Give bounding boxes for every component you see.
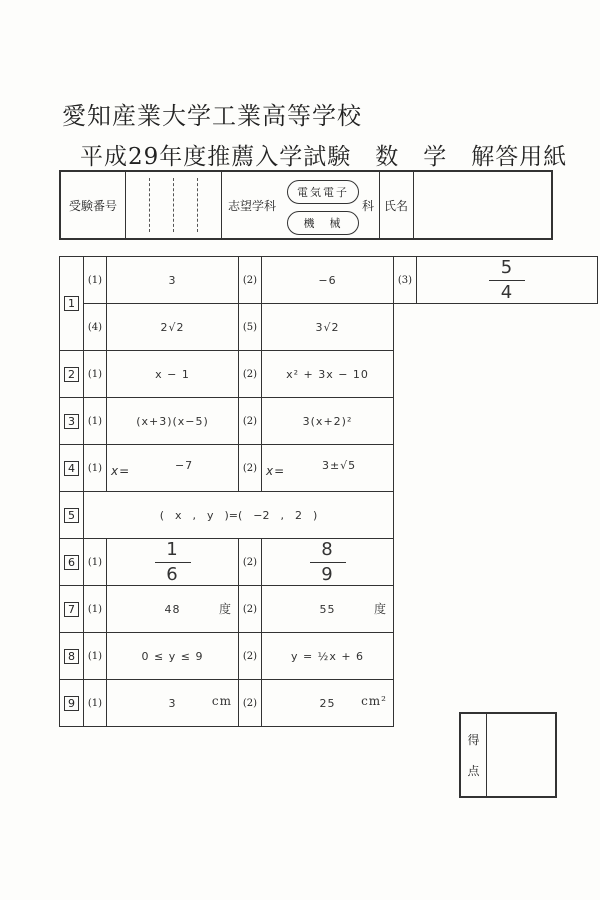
answer-cell[interactable]: 3√2	[262, 304, 394, 351]
answer-table	[59, 256, 598, 727]
part-label: (1)	[84, 351, 107, 398]
answer-cell[interactable]	[262, 445, 394, 492]
part-label: (2)	[239, 398, 262, 445]
question-number: 4	[60, 445, 84, 492]
part-label: (4)	[84, 304, 107, 351]
department-suffix: 科	[361, 198, 374, 213]
part-label: (1)	[84, 445, 107, 492]
table-row	[60, 445, 598, 492]
table-row	[60, 257, 598, 304]
answer-cell[interactable]	[262, 586, 394, 633]
answer-cell[interactable]: $\frac{8}{9}$	[262, 539, 394, 586]
answer-value: 25	[319, 696, 336, 710]
answer-value: 3	[168, 696, 177, 710]
answer-cell[interactable]: $\frac{5}{4}$	[417, 257, 598, 304]
table-row	[60, 304, 598, 351]
part-label: (1)	[84, 398, 107, 445]
part-label: (1)	[84, 586, 107, 633]
part-label: (2)	[239, 539, 262, 586]
score-label	[461, 714, 487, 796]
table-row	[60, 539, 598, 586]
table-row	[60, 586, 598, 633]
table-row	[60, 398, 598, 445]
table-row	[60, 492, 598, 539]
answer-cell[interactable]	[262, 680, 394, 727]
answer-cell[interactable]: (x+3)(x−5)	[107, 398, 239, 445]
answer-cell[interactable]	[107, 586, 239, 633]
question-number: 2	[60, 351, 84, 398]
name-label: 氏名	[383, 198, 408, 213]
part-label: (2)	[239, 633, 262, 680]
unit-label: cm²	[361, 694, 387, 708]
dept-option-electric[interactable]: 電気電子	[287, 180, 359, 204]
part-label: (1)	[84, 633, 107, 680]
answer-cell[interactable]: 2√2	[107, 304, 239, 351]
school-name: 愛知産業大学工業高等学校	[62, 102, 362, 130]
part-label: (5)	[239, 304, 262, 351]
dept-option-mechanical[interactable]: 機 械	[287, 211, 359, 235]
part-label: (2)	[239, 445, 262, 492]
question-number: 5	[60, 492, 84, 539]
answer-cell[interactable]: x² + 3x − 10	[262, 351, 394, 398]
question-number: 8	[60, 633, 84, 680]
table-row	[60, 633, 598, 680]
part-label: (2)	[239, 680, 262, 727]
part-label: (2)	[239, 586, 262, 633]
question-number: 9	[60, 680, 84, 727]
question-number: 3	[60, 398, 84, 445]
answer-cell[interactable]: x − 1	[107, 351, 239, 398]
answer-cell[interactable]: ( x , y )=( −2 , 2 )	[84, 492, 394, 539]
score-box	[459, 712, 557, 798]
score-label-top: 得	[467, 733, 480, 747]
page-title: 平成29年度推薦入学試験 数 学 解答用紙	[80, 144, 568, 170]
part-label: (1)	[84, 680, 107, 727]
answer-lead: x=	[266, 463, 286, 478]
part-label: (2)	[239, 257, 262, 304]
answer-cell[interactable]	[107, 680, 239, 727]
unit-label: cm	[211, 694, 232, 708]
question-number: 1	[60, 257, 84, 351]
answer-value: 55	[319, 602, 336, 616]
answer-value: −7	[174, 458, 194, 472]
unit-label: 度	[218, 602, 232, 616]
question-number: 7	[60, 586, 84, 633]
answer-value: 48	[164, 602, 181, 616]
score-field[interactable]	[488, 714, 555, 796]
answer-cell[interactable]: 3	[107, 257, 239, 304]
part-label: (3)	[394, 257, 417, 304]
name-field[interactable]	[414, 172, 551, 238]
part-label: (1)	[84, 539, 107, 586]
unit-label: 度	[373, 602, 387, 616]
part-label: (2)	[239, 351, 262, 398]
table-row	[60, 351, 598, 398]
part-label: (1)	[84, 257, 107, 304]
department-label: 志望学科	[227, 198, 276, 213]
info-box	[59, 170, 553, 240]
score-label-bottom: 点	[467, 764, 480, 778]
answer-cell[interactable]: $\frac{1}{6}$	[107, 539, 239, 586]
answer-value: 3±√5	[321, 458, 357, 472]
exam-number-label: 受験番号	[68, 198, 117, 213]
answer-cell[interactable]: −6	[262, 257, 394, 304]
answer-cell[interactable]: 0 ≤ y ≤ 9	[107, 633, 239, 680]
question-number: 6	[60, 539, 84, 586]
answer-lead: x=	[111, 463, 131, 478]
answer-cell[interactable]: 3(x+2)²	[262, 398, 394, 445]
answer-cell[interactable]: y = ½x + 6	[262, 633, 394, 680]
answer-cell[interactable]	[107, 445, 239, 492]
